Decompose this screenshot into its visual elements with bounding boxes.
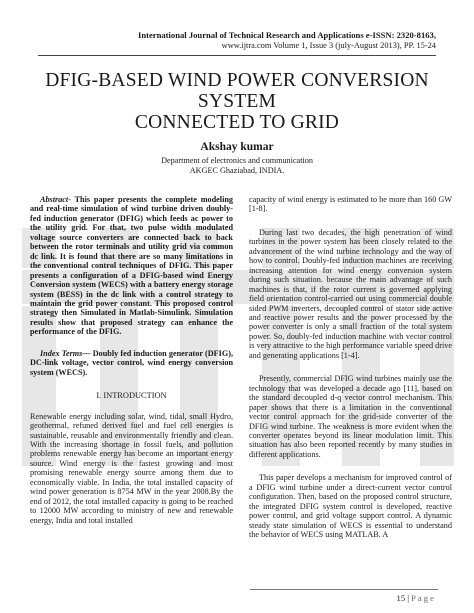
- right-column: [249, 195, 452, 540]
- page-footer: [397, 593, 434, 603]
- affiliation-line1: Department of electronics and communication: [161, 156, 313, 165]
- header-rule: [38, 55, 436, 56]
- abstract-paragraph: [30, 195, 233, 337]
- right-paragraph-2: During last two decades, the high penetration of wind turbines in the power system has been closely related to the advancement of the wind turbine technology and the way of how to control. Doubly-fed induction machines are receiving increasing attention for wind energy conversion system during such situation. because the main advantage of such machines is that, if the rotor current is governed applying field orientation control-carried out using commercial double sided PWM inverters, decoupled control of stator side active and reactive power results and the power processed by the power converter is only a small fraction of the total system power. So, doubly-fed induction machine with vector control is very attractive to the high performance variable speed drive and generating applications [1-4].: [249, 227, 453, 360]
- affiliation-line2: AKGEC Ghaziabad, INDIA.: [189, 166, 285, 175]
- journal-header-line1: International Journal of Technical Research and Applications e-ISSN: 2320-8163,: [137, 30, 436, 40]
- footer-rule: [250, 589, 438, 590]
- left-column: [30, 195, 233, 525]
- page-separator: |: [405, 593, 412, 603]
- page-label: P a g e: [411, 593, 434, 603]
- index-terms-label: Index Terms—: [40, 348, 91, 358]
- author-name: Akshay kumar: [200, 141, 274, 153]
- paper-title-line2: SYSTEM: [197, 91, 277, 112]
- index-terms-text: Doubly fed induction generator (DFIG), DC-link voltage, vector control, wind energy conversion system (WECS).: [30, 348, 233, 377]
- paper-title-line3: CONNECTED TO GRID: [134, 112, 340, 133]
- journal-header-line2: www.ijtra.com Volume 1, Issue 3 (july-August 2013), PP. 15-24: [221, 41, 436, 50]
- index-terms-paragraph: [30, 349, 233, 377]
- abstract-label: Abstract-: [40, 195, 71, 204]
- right-paragraph-4: This paper develops a mechanism for improved control of a DFIG wind turbine under a direct-current vector control configuration. Then, based on the proposed control structure, the integrated DFIG system control is developed, reactive power control, and grid voltage support control. A dynamic steady state simulation of WECS is essential to understand the behavior of WECS using MATLAB. A: [249, 473, 452, 540]
- right-paragraph-1: capacity of wind energy is estimated to be more than 160 GW [1-8].: [249, 195, 452, 214]
- section-heading-introduction: I. INTRODUCTION: [96, 391, 167, 401]
- right-paragraph-3: Presently, commercial DFIG wind turbines mainly use the technology that was developed a decade ago [11], based on the standard decoupled d-q vector control mechanism. This paper shows that there is a limitation in the conventional vector control approach for the grid-side converter of the DFIG wind turbine. The weakness is more evident when the converter operates beyond its linear modulation limit. This situation has also been reported recently by many studies in different applications.: [249, 374, 452, 459]
- abstract-text: This paper presents the complete modeling and real-time simulation of wind turbine driven doubly-fed induction generator (DFIG) which feeds ac power to the utility grid. For that, two pulse width modulated voltage source converters are connected back to back between the rotor terminals and utility grid via common dc link. It is found that there are so many limitations in the conventional control techniques of DFIG. This paper presents a configuration of a DFIG-based wind Energy Conversion system (WECS) with a battery energy storage system (BESS) in the dc link with a control strategy to maintain the grid power constant. This proposed control strategy then Simulated in Matlab-Simulink. Simulation results show that proposed strategy can enhance the performance of the DFIG.: [30, 195, 233, 337]
- page-number: 15: [396, 593, 406, 603]
- intro-paragraph: Renewable energy including solar, wind, tidal, small Hydro, geothermal, refuned derived fuel and fuel cell energies is sustainable, reusable and environmentally friendly and clean. With the increasing shortage in fossil fuels, and pollution problems renewable energy has become an important energy source. Wind energy is the fastest growing and most promising renewable energy source among them due to economically viable. In India, the total installed capacity of wind power generation is 8754 MW in the year 2008.By the end of 2012, the total installed capacity is going to be reached to 12000 MW according to ministry of new and renewable energy, India and total installed: [30, 411, 233, 525]
- paper-title-line1: DFIG-BASED WIND POWER CONVERSION: [45, 70, 429, 91]
